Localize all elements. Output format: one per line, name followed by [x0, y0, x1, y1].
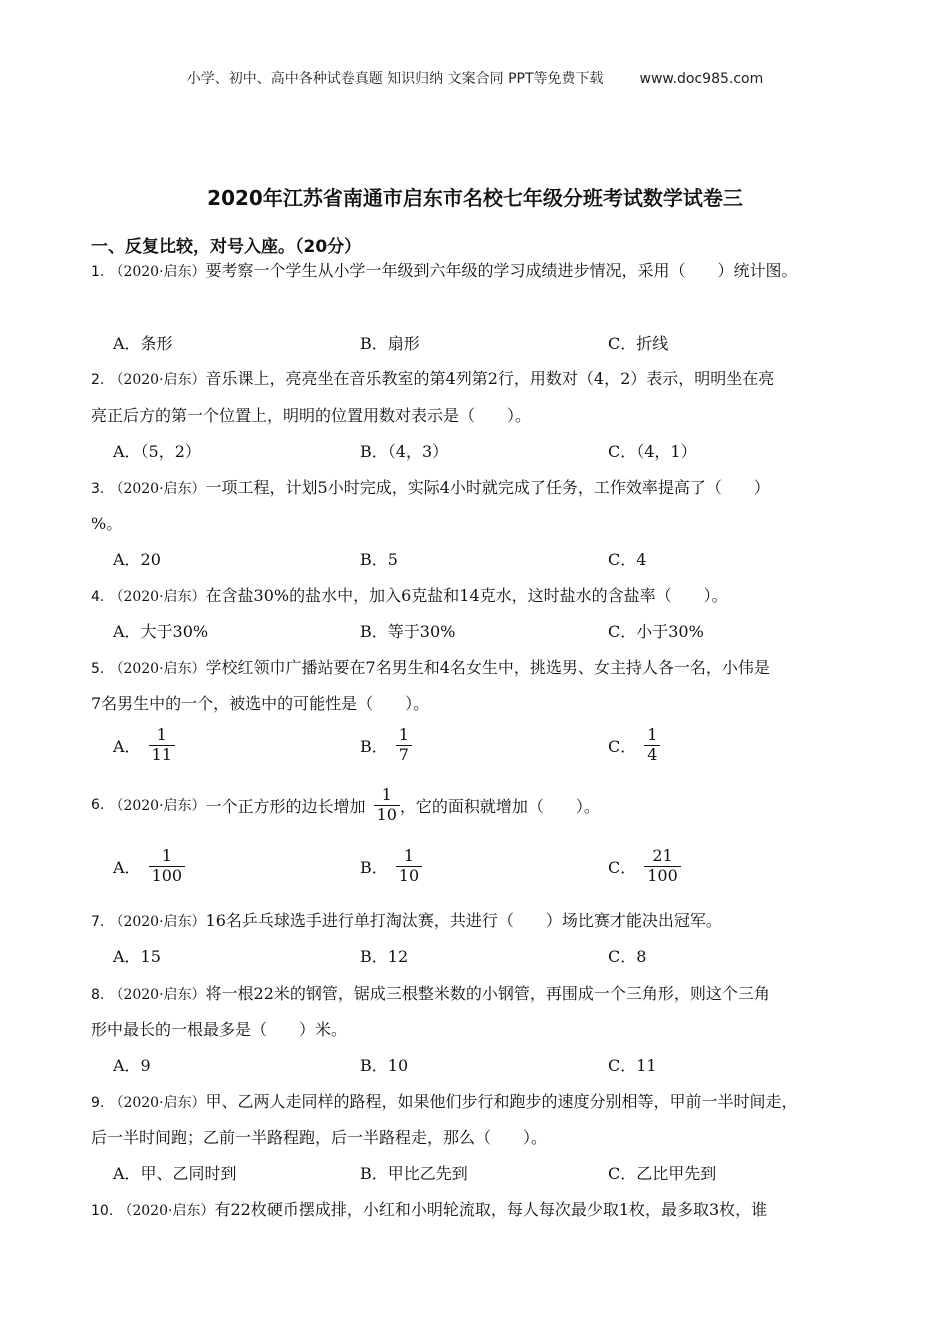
fraction	[149, 848, 186, 885]
numerator: 1	[403, 846, 415, 865]
denominator: 10	[398, 865, 420, 885]
question-source: （2020·启东）	[109, 798, 206, 815]
fraction	[644, 848, 681, 885]
section-heading: 一、反复比较，对号入座。（20分）	[91, 237, 362, 257]
question-text: 将一根22米的钢管，锯成三根整米数的小钢管，再围成一个三角形，则这个三角	[205, 984, 770, 1003]
question-source: （2020·启东）	[109, 372, 206, 388]
fraction	[644, 727, 660, 764]
document-title: 2020年江苏省南通市启东市名校七年级分班考试数学试卷三	[207, 186, 743, 210]
option-label: A．	[113, 736, 141, 756]
numerator: 1	[156, 725, 167, 744]
question-text: 音乐课上，亮亮坐在音乐教室的第4列第2行，用数对（4，2）表示，明明坐在亮	[205, 369, 775, 388]
option-b: B．等于30%	[360, 622, 456, 641]
denominator: 100	[151, 865, 183, 885]
option-a: A．（5，2）	[113, 442, 201, 461]
question-number: 7.	[91, 914, 105, 930]
option-c: C．小于30%	[608, 622, 704, 641]
question-text-end: ，它的面积就增加（ ）。	[399, 796, 600, 816]
numerator: 21	[652, 846, 673, 865]
option-a	[113, 848, 185, 885]
question-text: 一个正方形的边长增加	[205, 796, 366, 816]
fraction	[396, 727, 412, 764]
question-text: 有22枚硬币摆成排，小红和小明轮流取，每人每次最少取1枚，最多取3枚，谁	[214, 1200, 768, 1219]
question-source: （2020·启东）	[109, 589, 206, 605]
question-text: 学校红领巾广播站要在7名男生和4名女生中，挑选男、女主持人各一名，小伟是	[205, 658, 770, 677]
question-3-line-2: %。	[91, 514, 123, 533]
option-b: B．（4，3）	[360, 442, 449, 461]
question-1	[91, 258, 798, 281]
header-text: 小学、初中、高中各种试卷真题 知识归纳 文案合同 PPT等免费下载	[186, 71, 604, 87]
question-4	[91, 583, 728, 606]
option-b	[360, 848, 422, 885]
fraction	[149, 727, 175, 764]
question-9	[91, 1089, 798, 1112]
question-source: （2020·启东）	[109, 264, 206, 280]
denominator: 10	[376, 804, 397, 824]
question-10	[91, 1197, 767, 1220]
option-c: C．4	[608, 550, 647, 569]
option-a: A．20	[113, 550, 161, 569]
question-text: 一项工程，计划5小时完成，实际4小时就完成了任务，工作效率提高了（ ）	[205, 478, 770, 497]
numerator: 1	[381, 785, 392, 804]
denominator: 4	[647, 744, 658, 764]
option-b: B．甲比乙先到	[360, 1164, 468, 1183]
question-number: 6.	[91, 797, 105, 814]
option-label: B．	[360, 857, 388, 877]
question-number: 8.	[91, 987, 105, 1003]
question-source: （2020·启东）	[109, 1095, 206, 1111]
denominator: 11	[151, 744, 172, 764]
question-number: 5.	[91, 661, 105, 677]
question-source: （2020·启东）	[109, 481, 206, 497]
question-2	[91, 366, 774, 389]
question-text: 甲、乙两人走同样的路程，如果他们步行和跑步的速度分别相等，甲前一半时间走，	[205, 1092, 798, 1111]
question-3	[91, 475, 770, 498]
option-c: C．（4，1）	[608, 442, 697, 461]
option-a: A．9	[113, 1056, 151, 1075]
option-b: B．12	[360, 947, 409, 966]
question-5-line-2: 7名男生中的一个，被选中的可能性是（ ）。	[91, 694, 430, 713]
question-source: （2020·启东）	[109, 914, 206, 930]
question-7	[91, 908, 722, 931]
question-9-line-2: 后一半时间跑；乙前一半路程跑，后一半路程走，那么（ ）。	[91, 1128, 548, 1147]
question-text: 在含盐30%的盐水中，加入6克盐和14克水，这时盐水的含盐率（ ）。	[205, 586, 728, 605]
question-source: （2020·启东）	[109, 661, 206, 677]
question-number: 3.	[91, 481, 105, 497]
question-text: 16名乒乓球选手进行单打淘汰赛，共进行（ ）场比赛才能决出冠军。	[205, 911, 722, 930]
denominator: 100	[647, 865, 678, 885]
numerator: 1	[161, 846, 172, 865]
option-b	[360, 727, 412, 764]
option-b: B．扇形	[360, 334, 420, 353]
option-c	[608, 848, 681, 885]
option-label: A．	[113, 857, 141, 877]
option-label: C．	[608, 857, 637, 877]
option-c: C．乙比甲先到	[608, 1164, 717, 1183]
page-header	[0, 68, 950, 88]
question-text: 要考察一个学生从小学一年级到六年级的学习成绩进步情况，采用（ ）统计图。	[205, 261, 798, 280]
fraction	[396, 848, 422, 885]
question-number: 1.	[91, 264, 105, 280]
question-number: 9.	[91, 1095, 105, 1111]
question-source: （2020·启东）	[109, 987, 206, 1003]
option-a	[113, 727, 175, 764]
question-2-line-2: 亮正后方的第一个位置上，明明的位置用数对表示是（ ）。	[91, 406, 532, 425]
option-a: A．15	[113, 947, 161, 966]
option-c: C．8	[608, 947, 647, 966]
option-label: B．	[360, 736, 388, 756]
option-a: A．条形	[113, 334, 173, 353]
denominator: 7	[398, 744, 409, 764]
fraction	[374, 787, 400, 824]
question-6	[91, 787, 600, 824]
question-8	[91, 981, 770, 1004]
option-c: C．折线	[608, 334, 669, 353]
question-number: 10.	[91, 1203, 114, 1219]
option-a: A．甲、乙同时到	[113, 1164, 237, 1183]
question-5	[91, 655, 770, 678]
option-label: C．	[608, 736, 637, 756]
numerator: 1	[647, 725, 658, 744]
question-number: 4.	[91, 589, 105, 605]
header-site-link[interactable]: www.doc985.com	[639, 71, 764, 87]
question-number: 2.	[91, 372, 105, 388]
option-a: A．大于30%	[113, 622, 209, 641]
option-c	[608, 727, 660, 764]
question-8-line-2: 形中最长的一根最多是（ ）米。	[91, 1020, 348, 1039]
question-source: （2020·启东）	[118, 1203, 215, 1219]
numerator: 1	[398, 725, 409, 744]
option-b: B．5	[360, 550, 398, 569]
option-c: C．11	[608, 1056, 657, 1075]
option-b: B．10	[360, 1056, 409, 1075]
